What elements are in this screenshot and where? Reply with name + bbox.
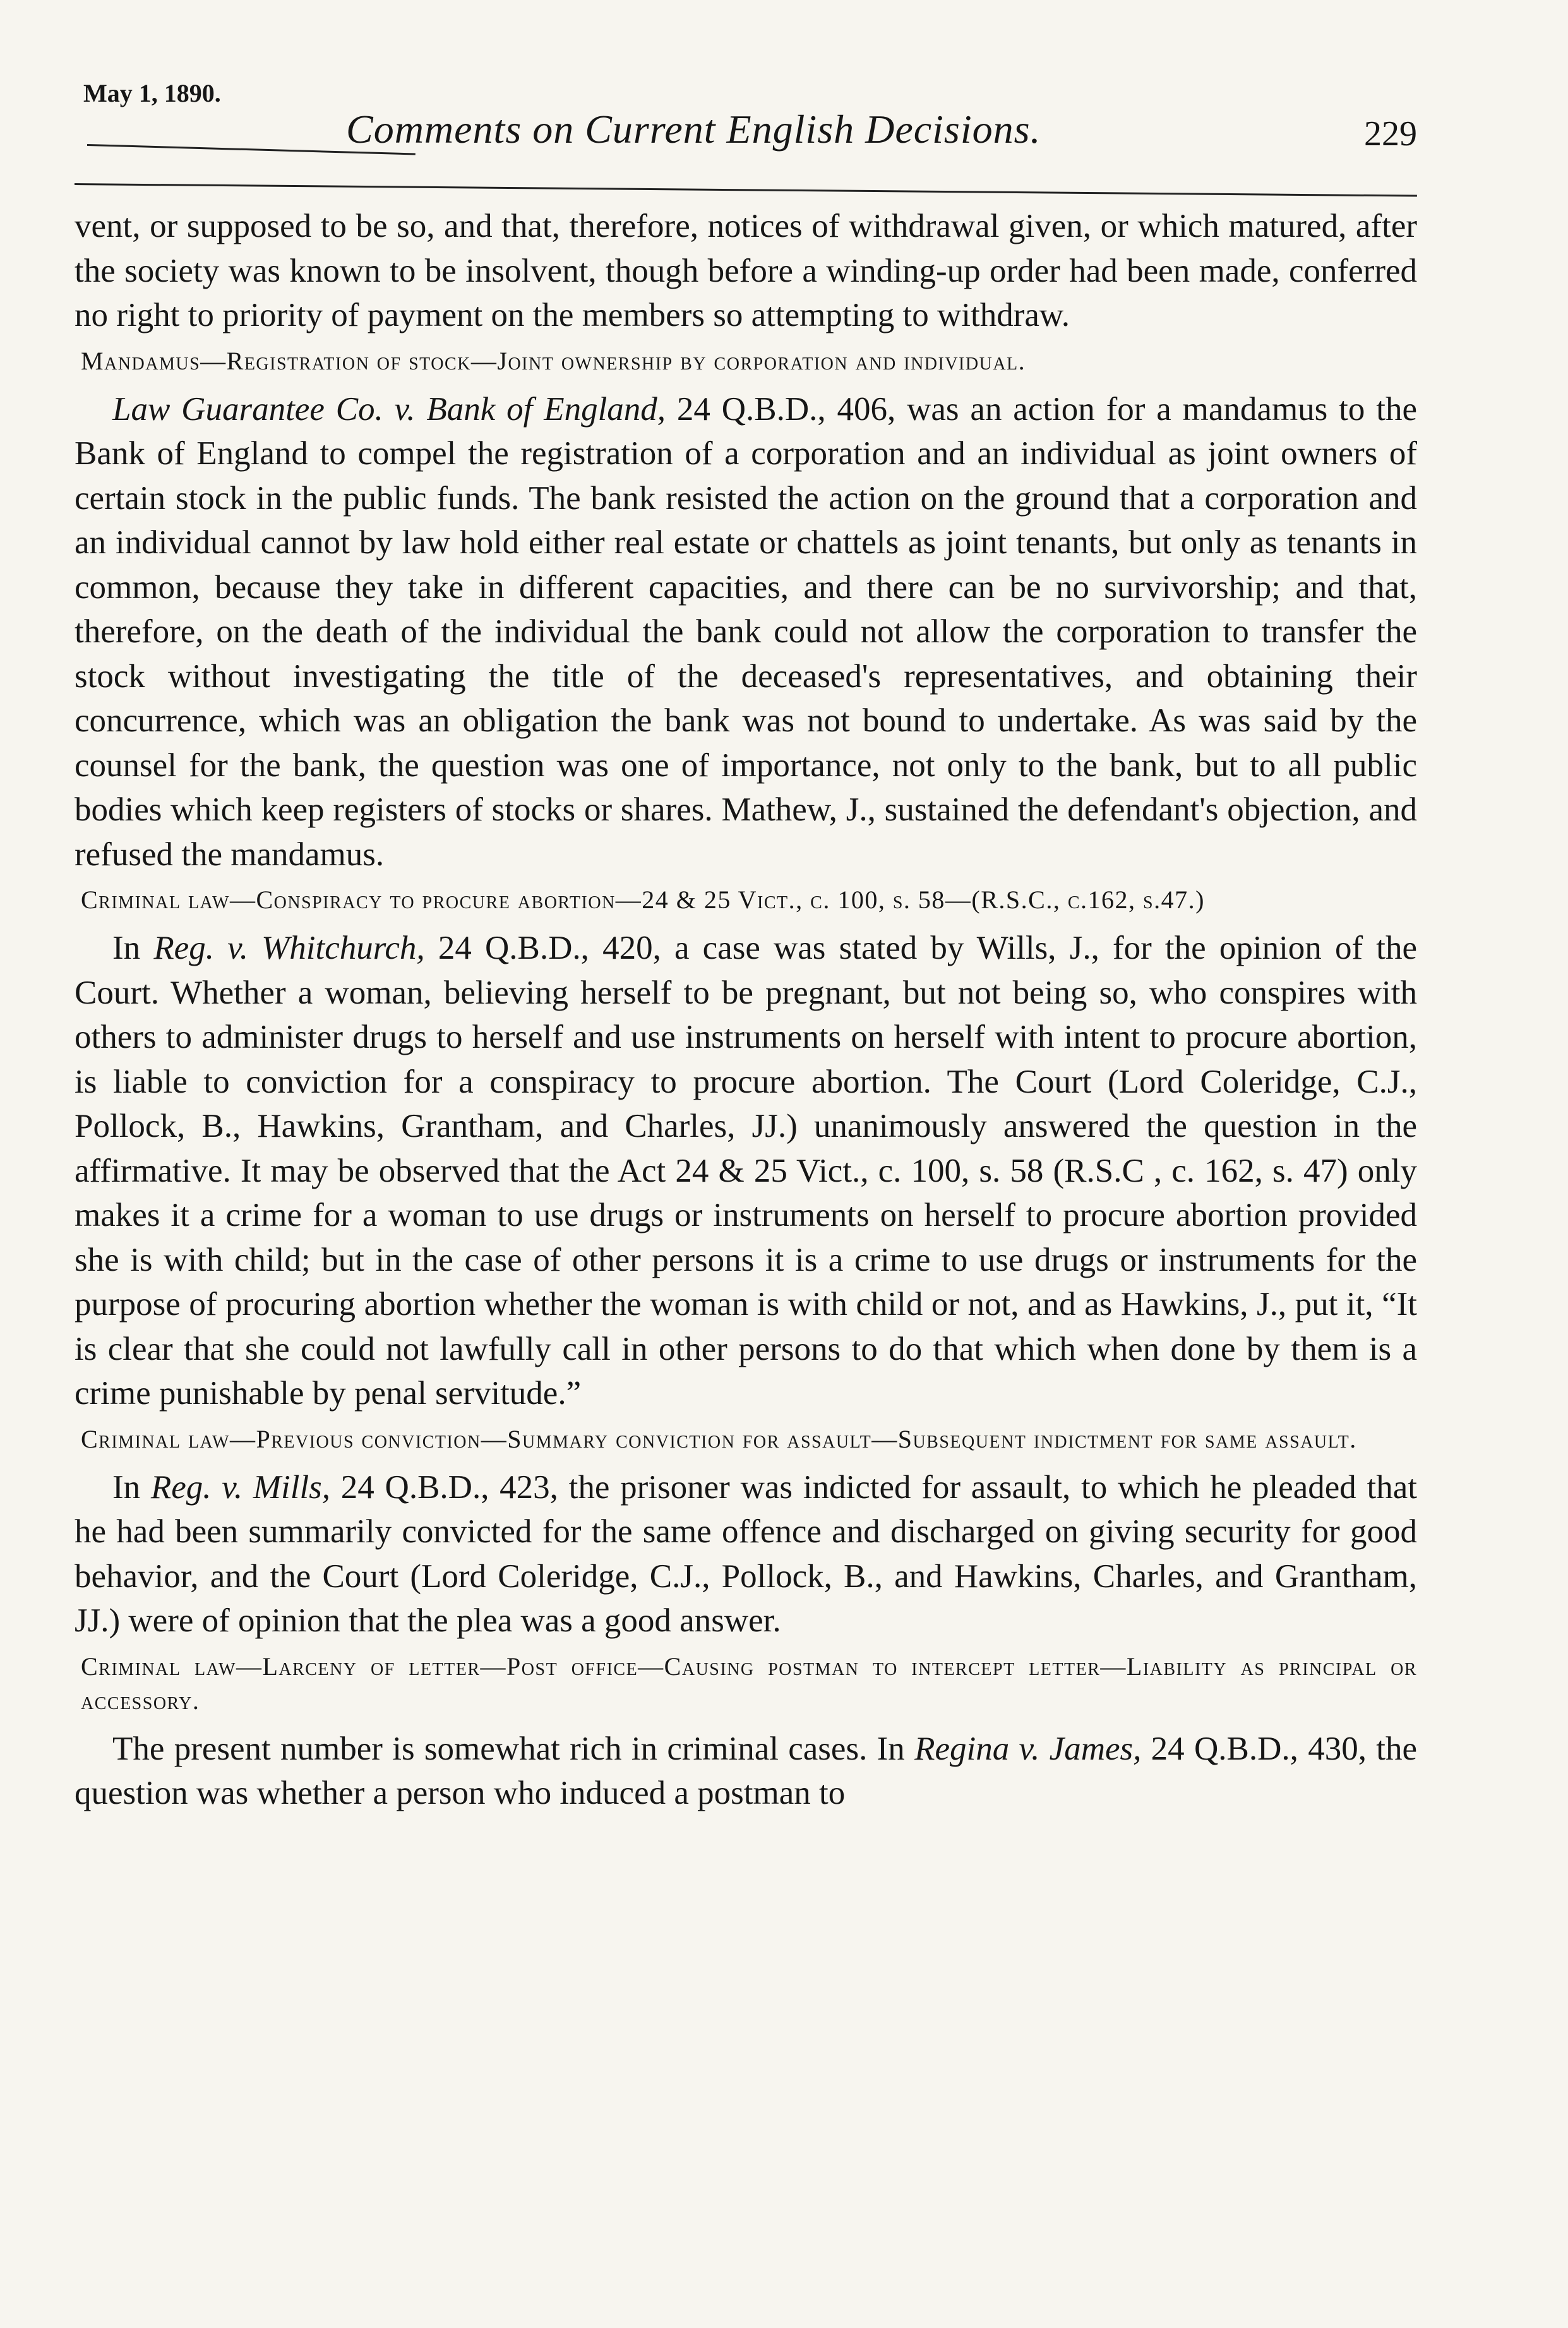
case-citation: Law Guarantee Co. v. Bank of England, [112, 390, 666, 428]
paragraph-larceny [75, 1727, 1417, 1816]
paragraph-lead: The present number is somewhat rich in criminal cases. In [112, 1730, 915, 1767]
running-title: Comments on Current English Decisions. [346, 107, 1041, 152]
article-body [75, 204, 1417, 1816]
section-heading-mandamus: Mandamus—Registration of stock—Joint ownership by corporation and individual. [81, 346, 1026, 375]
paragraph-previous-conviction [75, 1465, 1417, 1643]
section-heading-conspiracy: Criminal law—Conspiracy to procure abortion—24 & 25 Vict., c. 100, s. 58—(R.S.C., c.162, s.47.) [81, 885, 1205, 914]
issue-date: May 1, 1890. [83, 79, 221, 107]
paragraph-conspiracy [75, 926, 1417, 1416]
page-number: 229 [1364, 114, 1417, 153]
section-heading-larceny: Criminal law—Larceny of letter—Post office—Causing postman to intercept letter—Liability as principal or accessory. [81, 1652, 1417, 1715]
page-header [75, 75, 1417, 169]
header-rule [75, 183, 1417, 197]
case-citation: Reg. v. Mills, [150, 1468, 331, 1506]
paragraph-text: 24 Q.B.D., 406, was an action for a mandamus to the Bank of England to compel the registration of a corporation and an individual as joint owners of certain stock in the public funds. The bank resisted the action on the ground that a corporation and an individual cannot by law hold either real estate or chattels as joint tenants, but only as tenants in common, because they take in different capacities, and there can be no survivorship; and that, therefore, on the death of the individual the bank could not allow the corporation to transfer the stock without investigating the title of the deceased's representatives, and obtaining their concurrence, which was an obligation the bank was not bound to undertake. As was said by the counsel for the bank, the question was one of importance, not only to the bank, but to all public bodies which keep registers of stocks or shares. Mathew, J., sustained the defendant's objection, and refused the mandamus. [75, 390, 1417, 873]
continued-paragraph: vent, or supposed to be so, and that, therefore, notices of withdrawal given, or which matured, after the society was known to be insolvent, though before a winding-up order had been made, conferred no right to priority of payment on the members so attempting to withdraw. [75, 208, 1417, 333]
section-heading-previous-conviction: Criminal law—Previous conviction—Summary conviction for assault—Subsequent indictment for same assault. [81, 1424, 1357, 1453]
journal-page [75, 75, 1418, 1811]
case-citation: Regina v. James, [914, 1730, 1142, 1767]
paragraph-mandamus [75, 387, 1417, 877]
paragraph-text: 24 Q.B.D., 423, the prisoner was indicted for assault, to which he pleaded that he had been summarily convicted for the same offence and discharged on giving security for good behavior, and the Court (Lord Coleridge, C.J., Pollock, B., and Hawkins, Charles, and Grantham, JJ.) were of opinion that the plea was a good answer. [75, 1468, 1417, 1639]
case-citation: Reg. v. Whitchurch, [153, 930, 425, 966]
paragraph-text: 24 Q.B.D., 420, a case was stated by Wills, J., for the opinion of the Court. Whether a woman, believing herself to be pregnant, but not being so, who conspires with others to administer drugs to herself and use instruments on herself with intent to procure abortion, is liable to conviction for a conspiracy to procure abortion. The Court (Lord Coleridge, C.J., Pollock, B., Hawkins, Grantham, and Charles, JJ.) unanimously answered the question in the affirmative. It may be observed that the Act 24 & 25 Vict., c. 100, s. 58 (R.S.C , c. 162, s. 47) only makes it a crime for a woman to use drugs or instruments on herself to procure abortion provided she is with child; but in the case of other persons it is a crime to use drugs or instruments for the purpose of procuring abortion whether the woman is with child or not, and as Hawkins, J., put it, “It is clear that she could not lawfully call in other persons to do that which when done by them is a crime punishable by penal servitude.” [75, 930, 1418, 1412]
paragraph-text: 24 Q.B.D., 430, the question was whether a person who induced a postman to [75, 1730, 1417, 1811]
paragraph-lead: In [112, 1468, 151, 1506]
paragraph-lead: In [112, 930, 154, 966]
